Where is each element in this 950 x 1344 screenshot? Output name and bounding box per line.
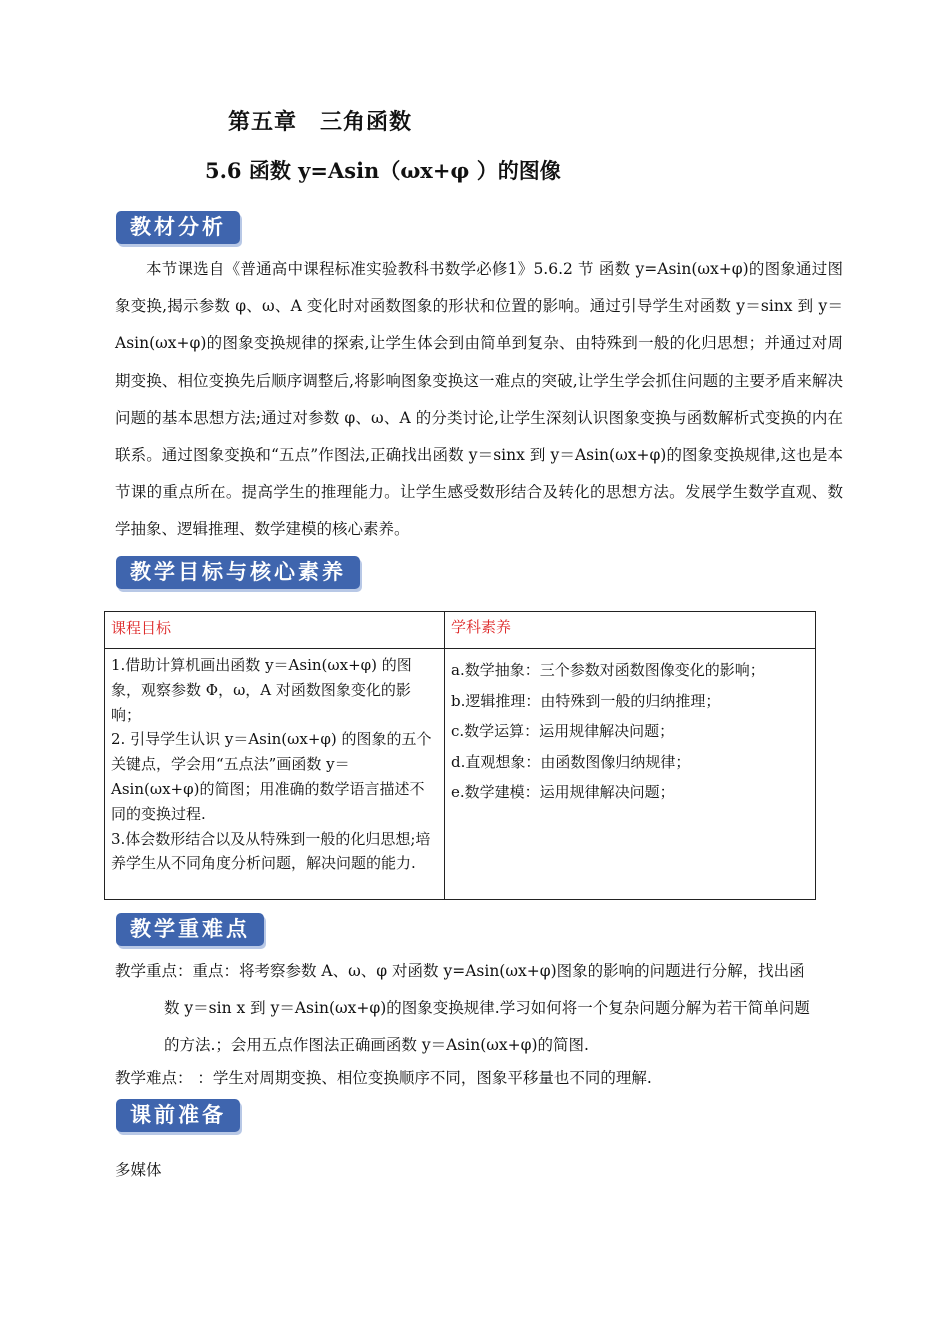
difficulty-text: 教学难点： ：学生对周期变换、相位变换顺序不同，图象平移量也不同的理解.: [115, 1069, 652, 1087]
literacy-item: a.数学抽象：三个参数对函数图像变化的影响；: [451, 661, 765, 679]
key-points-block: [115, 953, 840, 1064]
section-title: 5.6 函数 y=Asin（ωx+φ ）的图像: [205, 158, 561, 183]
analysis-text: 本节课选自《普通高中课程标准实验教科书数学必修1》5.6.2 节 函数 y=Asin(ωx+φ)的图象通过图象变换,揭示参数 φ、ω、A 变化时对函数图象的形状和位置的影响。通过引导学生对函数 y＝sinx 到 y＝Asin(ωx+φ)的图象变换规律的探索,让学生体会到由简单到复杂、由特殊到一般的化归思想；并通过对周期变换、相位变换先后顺序调整后,将影响图象变换这一难点的突破,让学生学会抓住问题的主要矛盾来解决问题的基本思想方法;通过对参数 φ、ω、A 的分类讨论,让学生深刻认识图象变换与函数解析式变换的内在联系。通过图象变换和“五点”作图法,正确找出函数 y＝sinx 到 y＝Asin(ωx+φ)的图象变换规律,这也是本节课的重点所在。提高学生的推理能力。让学生感受数形结合及转化的思想方法。发展学生数学直观、数学抽象、逻辑推理、数学建模的核心素养。: [115, 260, 843, 539]
section-badge-key-points: 教学重难点: [116, 913, 264, 946]
analysis-paragraph: [115, 251, 843, 549]
table-header-row: [105, 612, 816, 649]
key-point-line: 教学重点：重点：将考察参数 A、ω、φ 对函数 y=Asin(ωx+φ)图象的影响的问题进行分解，找出函: [115, 962, 805, 980]
key-point-line: 数 y＝sin x 到 y＝Asin(ωx+φ)的图象变换规律.学习如何将一个复杂问题分解为若干简单问题: [164, 999, 810, 1017]
table-header-goals: 课程目标: [105, 612, 445, 649]
section-badge-preparation: 课前准备: [116, 1099, 240, 1132]
key-point-line: 的方法.；会用五点作图法正确画函数 y＝Asin(ωx+φ)的简图.: [164, 1036, 589, 1054]
goal-item: 1.借助计算机画出函数 y＝Asin(ωx+φ) 的图象，观察参数 Φ，ω，A 对函数图象变化的影响；: [111, 656, 412, 724]
chapter-title: 第五章 三角函数: [228, 109, 413, 135]
goal-item: 3.体会数形结合以及从特殊到一般的化归思想;培养学生从不同角度分析问题，解决问题的能力.: [111, 829, 431, 873]
preparation-text: 多媒体: [115, 1161, 162, 1179]
section-badge-analysis: 教材分析: [116, 211, 240, 244]
goal-item: 2. 引导学生认识 y＝Asin(ωx+φ) 的图象的五个关键点，学会用“五点法”画函数 y＝Asin(ωx+φ)的简图；用准确的数学语言描述不同的变换过程.: [111, 730, 432, 823]
literacy-item: c.数学运算：运用规律解决问题；: [451, 722, 675, 740]
goals-cell: [105, 649, 445, 900]
table-row: [105, 649, 816, 900]
literacy-item: e.数学建模：运用规律解决问题；: [451, 783, 675, 801]
literacy-cell: [445, 649, 816, 900]
table-header-literacy: 学科素养: [445, 612, 816, 649]
goals-table: [104, 611, 816, 900]
literacy-item: d.直观想象：由函数图像归纳规律；: [451, 752, 691, 771]
section-badge-goals: 教学目标与核心素养: [116, 556, 360, 589]
literacy-item: b.逻辑推理：由特殊到一般的归纳推理；: [451, 691, 721, 710]
